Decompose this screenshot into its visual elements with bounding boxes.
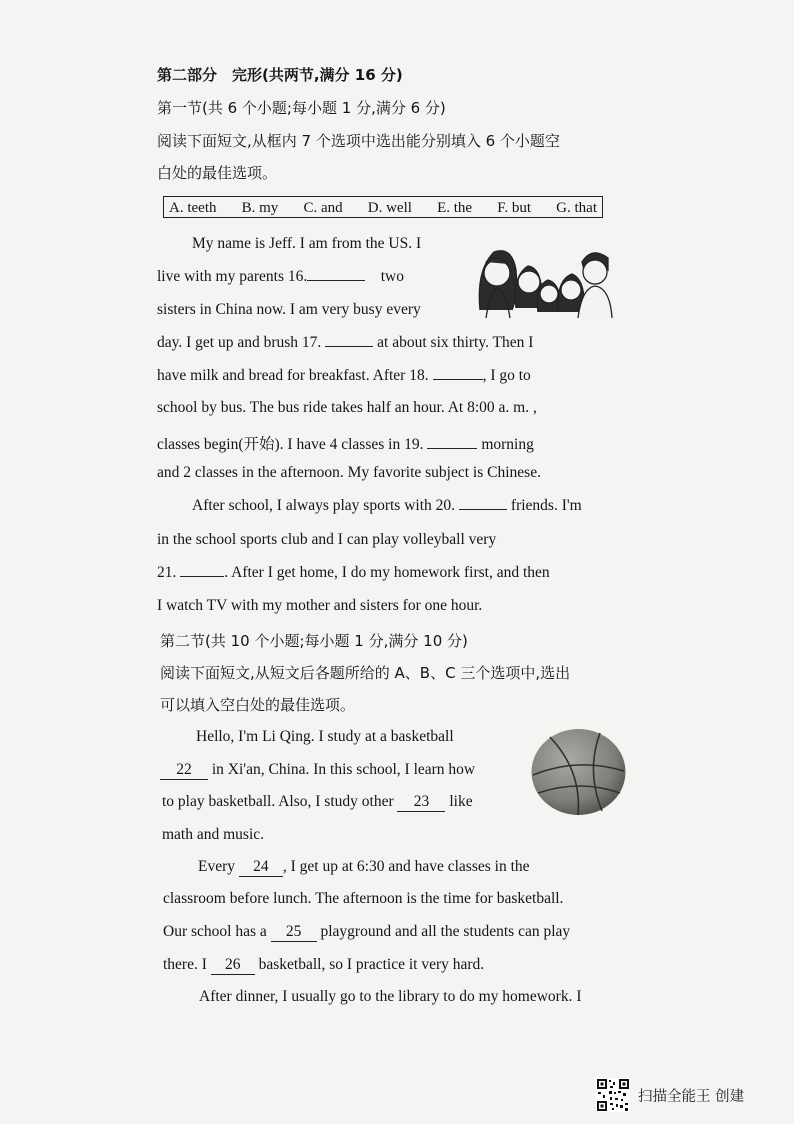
- option-d: D. well: [367, 200, 412, 216]
- p1-line1: My name is Jeff. I am from the US. I: [192, 235, 422, 252]
- blank-19: [427, 447, 477, 449]
- s2-line2: 22 in Xi'an, China. In this school, I learn how: [160, 761, 475, 780]
- basketball-image: [530, 727, 627, 817]
- blank-23: 23: [397, 793, 445, 812]
- option-f: F. but: [497, 200, 532, 216]
- s2-line1: Hello, I'm Li Qing. I study at a basketball: [196, 728, 454, 745]
- blank-18: [433, 378, 483, 380]
- footer-label: 扫描全能王 创建: [638, 1088, 745, 1105]
- section2-heading: 第二节(共 10 个小题;每小题 1 分,满分 10 分): [160, 632, 468, 650]
- blank-17: [325, 345, 373, 347]
- section1-instruction-1: 阅读下面短文,从框内 7 个选项中选出能分别填入 6 个小题空: [157, 132, 560, 150]
- blank-21: [180, 575, 224, 577]
- section2-instruction-2: 可以填入空白处的最佳选项。: [160, 696, 356, 714]
- option-a: A. teeth: [169, 200, 217, 216]
- p1-line2: live with my parents 16. two: [157, 268, 404, 285]
- s2-line5: Every 24 , I get up at 6:30 and have classes in the: [198, 858, 530, 875]
- blank-26: 26: [211, 956, 255, 975]
- p2-line1: After school, I always play sports with 20. friends. I'm: [192, 497, 582, 514]
- s2-line9: After dinner, I usually go to the library to do my homework. I: [199, 988, 582, 1005]
- scanner-watermark: [596, 1078, 744, 1112]
- s2-line4: math and music.: [162, 826, 265, 843]
- option-b: B. my: [241, 200, 279, 216]
- s2-line8: there. I 26 basketball, so I practice it very hard.: [163, 956, 485, 973]
- section1-instruction-2: 白处的最佳选项。: [157, 164, 278, 182]
- s2-line3: to play basketball. Also, I study other 23 like: [162, 793, 473, 810]
- blank-24: 24: [239, 858, 283, 877]
- p1-line7: classes begin(开始). I have 4 classes in 19. morning: [157, 436, 534, 453]
- s2-line7: Our school has a 25 playground and all the students can play: [163, 923, 571, 940]
- bleed-through-text: [440, 70, 443, 86]
- p1-line3: sisters in China now. I am very busy every: [157, 301, 421, 318]
- p2-line2: in the school sports club and I can play volleyball very: [157, 531, 497, 548]
- p1-line8: and 2 classes in the afternoon. My favorite subject is Chinese.: [157, 464, 541, 481]
- p1-line6: school by bus. The bus ride takes half an hour. At 8:00 a. m. ,: [157, 399, 537, 416]
- blank-22: 22: [160, 761, 208, 780]
- section2-instruction-1: 阅读下面短文,从短文后各题所给的 A、B、C 三个选项中,选出: [160, 664, 571, 682]
- blank-16: [307, 279, 365, 281]
- part2-heading: 第二部分 完形(共两节,满分 16 分): [157, 66, 403, 84]
- p2-line4: I watch TV with my mother and sisters for one hour.: [157, 597, 483, 614]
- p1-line5: have milk and bread for breakfast. After 18. , I go to: [157, 367, 531, 384]
- option-c: C. and: [303, 200, 343, 216]
- option-e: E. the: [437, 200, 473, 216]
- family-illustration: [474, 240, 614, 320]
- s2-line6: classroom before lunch. The afternoon is the time for basketball.: [163, 890, 564, 907]
- p2-line3: 21. . After I get home, I do my homework first, and then: [157, 564, 550, 581]
- blank-20: [459, 508, 507, 510]
- option-g: G. that: [556, 200, 597, 216]
- qr-code-icon: [596, 1078, 630, 1112]
- options-box: [163, 196, 603, 218]
- blank-25: 25: [271, 923, 317, 942]
- p1-line4: day. I get up and brush 17. at about six thirty. Then I: [157, 334, 534, 351]
- section1-heading: 第一节(共 6 个小题;每小题 1 分,满分 6 分): [157, 99, 446, 117]
